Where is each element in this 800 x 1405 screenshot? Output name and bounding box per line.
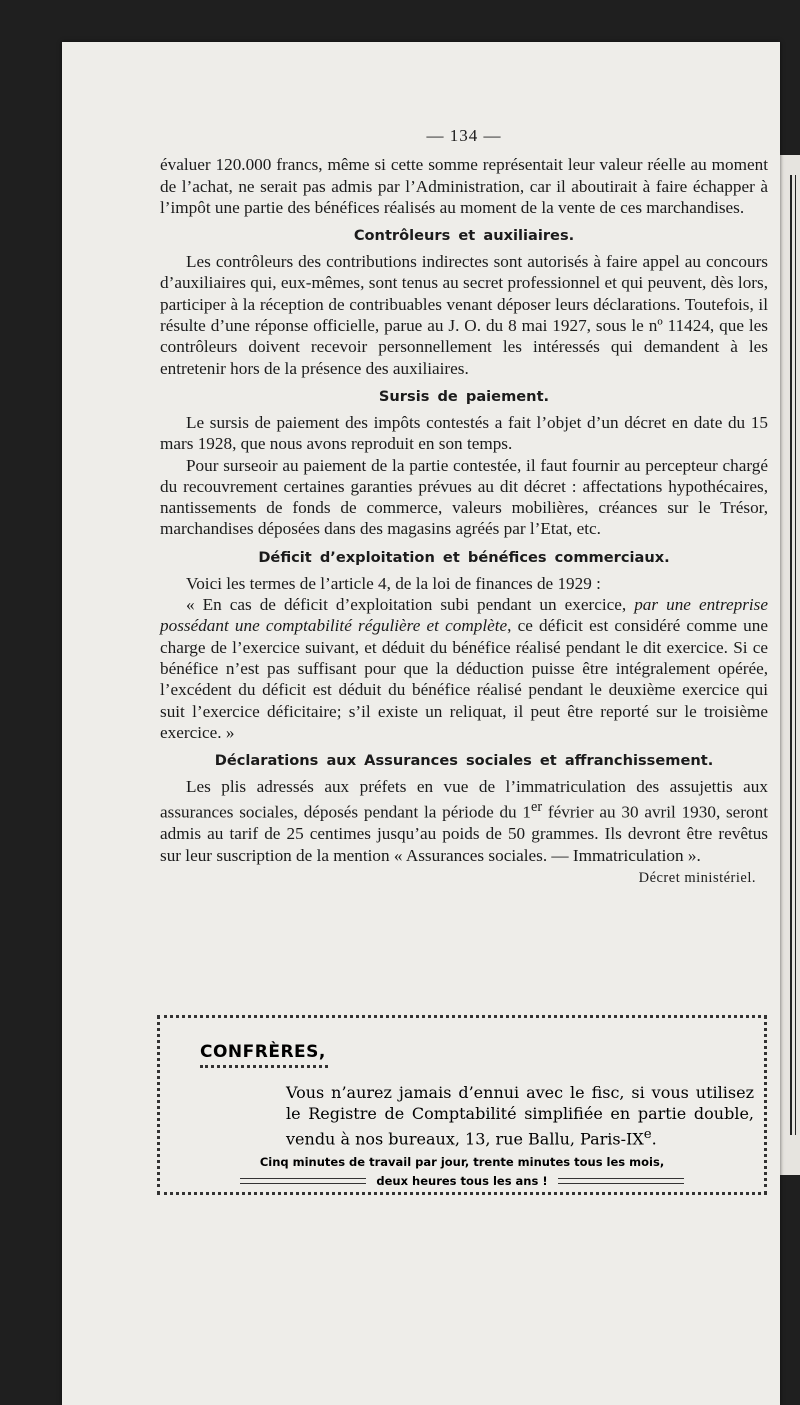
italic-phrase: par une entreprise possédant une comptabilité régulière et complète [160,595,768,636]
paragraph-deficit-quote: « En cas de déficit d’exploitation subi pendant un exercice, par une entreprise possédant une comptabilité régulière et complète, ce déficit est considéré comme une charge de l’exercice suivant, et déduit du bénéfice réalisé pendant le dit exercice. Si ce bénéfice n’est pas suffisant pour que la déduction puisse être intégralement opérée, l’excédent du déficit est déduit du bénéfice réalisé pendant le deuxième exercice qui suit l’exercice déficitaire; s’il existe un reliquat, il peut être reporté sur le troisième exercice. » [160,595,768,742]
page-content [160,125,768,889]
advert-title: CONFRÈRES, [200,1042,326,1062]
double-rule-left [240,1178,366,1184]
advert-title-underline [200,1065,328,1073]
adjacent-page-edge [780,155,800,1175]
paragraph-deficit-intro: Voici les termes de l’article 4, de la loi de finances de 1929 : [186,573,601,593]
paragraph-sursis-1: Le sursis de paiement des impôts contestés a fait l’objet d’un décret en date du 15 mars 1928, que nous avons reproduit en son temps. [160,412,768,454]
heading-controleurs: Contrôleurs et auxiliaires. [353,227,575,245]
heading-declarations: Déclarations aux Assurances sociales et affranchissement. [214,752,714,770]
advert-body: Vous n’aurez jamais d’ennui avec le fisc, si vous utilisez le Registre de Comptabilité simplifiée en partie double, vendu à nos bureaux, 13, rue Ballu, Paris-IXe. [286,1083,754,1149]
page-number: — 134 — [426,126,502,145]
paragraph-continuation: évaluer 120.000 francs, même si cette somme représentait leur valeur réelle au moment de l’achat, ne serait pas admis par l’Administration, car il aboutirait à faire échapper à l’impôt une partie des bénéfices réalisés au moment de la vente de ces marchandises. [160,155,768,217]
heading-sursis: Sursis de paiement. [378,387,550,405]
paragraph-sursis-2: Pour surseoir au paiement de la partie contestée, il faut fournir au percepteur chargé du recouvrement certaines garanties prévues au dit décret : affectations hypothécaires, nantissements de fonds de commerce, valeurs mobilières, créances sur le Trésor, marchandises déposées dans des magasins agréés par l’Etat, etc. [160,455,768,539]
heading-deficit: Déficit d’exploitation et bénéfices commerciaux. [258,548,670,566]
signature: Décret ministériel. [638,870,756,887]
paragraph-declarations: Les plis adressés aux préfets en vue de l’immatriculation des assujettis aux assurances sociales, déposés pendant la période du 1er février au 30 avril 1930, seront admis au tarif de 25 centimes jusqu’au poids de 50 grammes. Ils devront être revêtus sur leur suscription de la mention « Assurances sociales. — Immatriculation ». [160,777,768,865]
advert-footer-line-2: deux heures tous les ans ! [160,1174,764,1188]
double-rule-right [558,1178,684,1184]
advertisement-box [157,1015,767,1195]
advert-footer-line-1: Cinq minutes de travail par jour, trente minutes tous les mois, [259,1155,665,1169]
paragraph-controleurs: Les contrôleurs des contributions indirectes sont autorisés à faire appel au concours d’auxiliaires qui, eux-mêmes, sont tenus au secret professionnel et qui peuvent, dès lors, participer à la réception de contribuables venant déposer leurs déclarations. Toutefois, il résulte d’une réponse officielle, parue au J. O. du 8 mai 1927, sous le nº 11424, que les contrôleurs doivent recevoir personnellement les intéressés qui demandent à les entretenir hors de la présence des auxiliaires. [160,252,768,378]
